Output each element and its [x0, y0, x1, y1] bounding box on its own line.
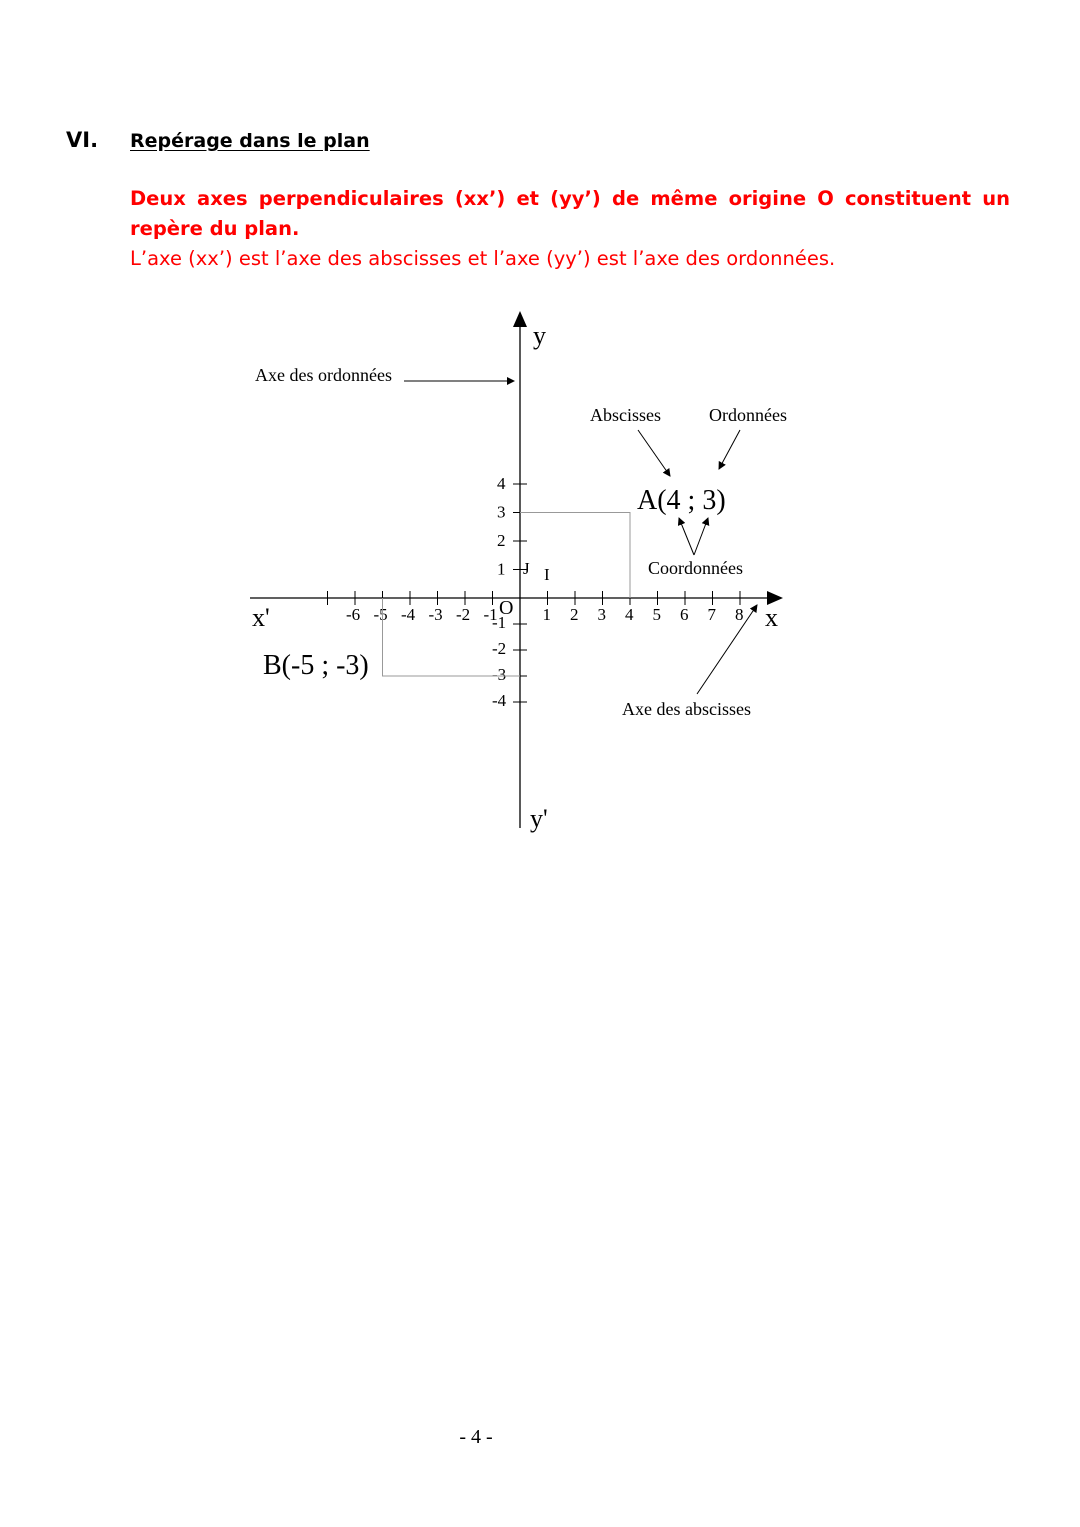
point-b-label: B(-5 ; -3): [263, 650, 369, 681]
y-prime-axis-label: y': [530, 804, 548, 833]
x-ticks: [328, 591, 744, 624]
x-tick-label: -2: [456, 605, 471, 624]
y-tick-label: -2: [492, 639, 507, 658]
origin-label: O: [499, 597, 514, 619]
ordonnees-label: Ordonnées: [709, 405, 787, 425]
x-tick-label: 2: [570, 605, 579, 624]
x-tick-label: -5: [373, 605, 388, 624]
x-tick-label: -4: [401, 605, 416, 624]
x-prime-axis-label: x': [252, 603, 270, 632]
unit-j-label: J: [523, 559, 530, 578]
x-tick-label: 4: [625, 605, 634, 624]
x-tick-label: 1: [542, 605, 551, 624]
y-tick-label: 3: [497, 502, 506, 522]
x-tick-label: 3: [597, 605, 606, 624]
x-tick-label: 7: [707, 605, 716, 624]
x-tick-label: -1: [483, 605, 498, 624]
y-axis-label: y: [533, 321, 546, 350]
section-number: VI.: [66, 128, 99, 152]
x-axis-label: x: [765, 603, 778, 632]
axe-abscisses-arrow: [697, 605, 757, 694]
x-tick-label: -6: [346, 605, 361, 624]
y-tick-label: -1: [492, 613, 507, 632]
y-tick-label: -4: [492, 691, 507, 710]
coordonnees-arrow-right: [694, 518, 708, 555]
unit-i-label: I: [544, 565, 550, 584]
axe-ordonnees-label: Axe des ordonnées: [255, 365, 392, 385]
x-tick-label: 5: [652, 605, 661, 624]
abscisses-arrow: [638, 430, 670, 476]
point-a-label: A(4 ; 3): [637, 485, 726, 516]
y-tick-label: -3: [492, 665, 507, 684]
x-tick-label: 6: [680, 605, 689, 624]
definition-bold: Deux axes perpendiculaires (xx’) et (yy’) de même origine O constituent un repère du plan.: [130, 187, 1010, 240]
ordonnees-arrow: [719, 430, 740, 469]
point-a-projection: [520, 513, 630, 599]
abscisses-label: Abscisses: [590, 405, 661, 425]
y-tick-label: 4: [497, 474, 506, 493]
y-ticks: [492, 474, 527, 710]
section-title: Repérage dans le plan: [130, 130, 370, 152]
page-number: - 4 -: [459, 1426, 493, 1448]
coordonnees-label: Coordonnées: [648, 558, 743, 578]
coordonnees-arrow-left: [679, 518, 694, 555]
axe-abscisses-label: Axe des abscisses: [622, 699, 751, 719]
definition-plain: L’axe (xx’) est l’axe des abscisses et l’axe (yy’) est l’axe des ordonnées.: [130, 247, 836, 270]
y-axis-arrowhead: [513, 311, 527, 327]
x-tick-label: 8: [735, 605, 744, 624]
y-tick-label: 1: [497, 559, 506, 579]
x-tick-label: -3: [428, 605, 443, 624]
y-tick-label: 2: [497, 531, 506, 550]
